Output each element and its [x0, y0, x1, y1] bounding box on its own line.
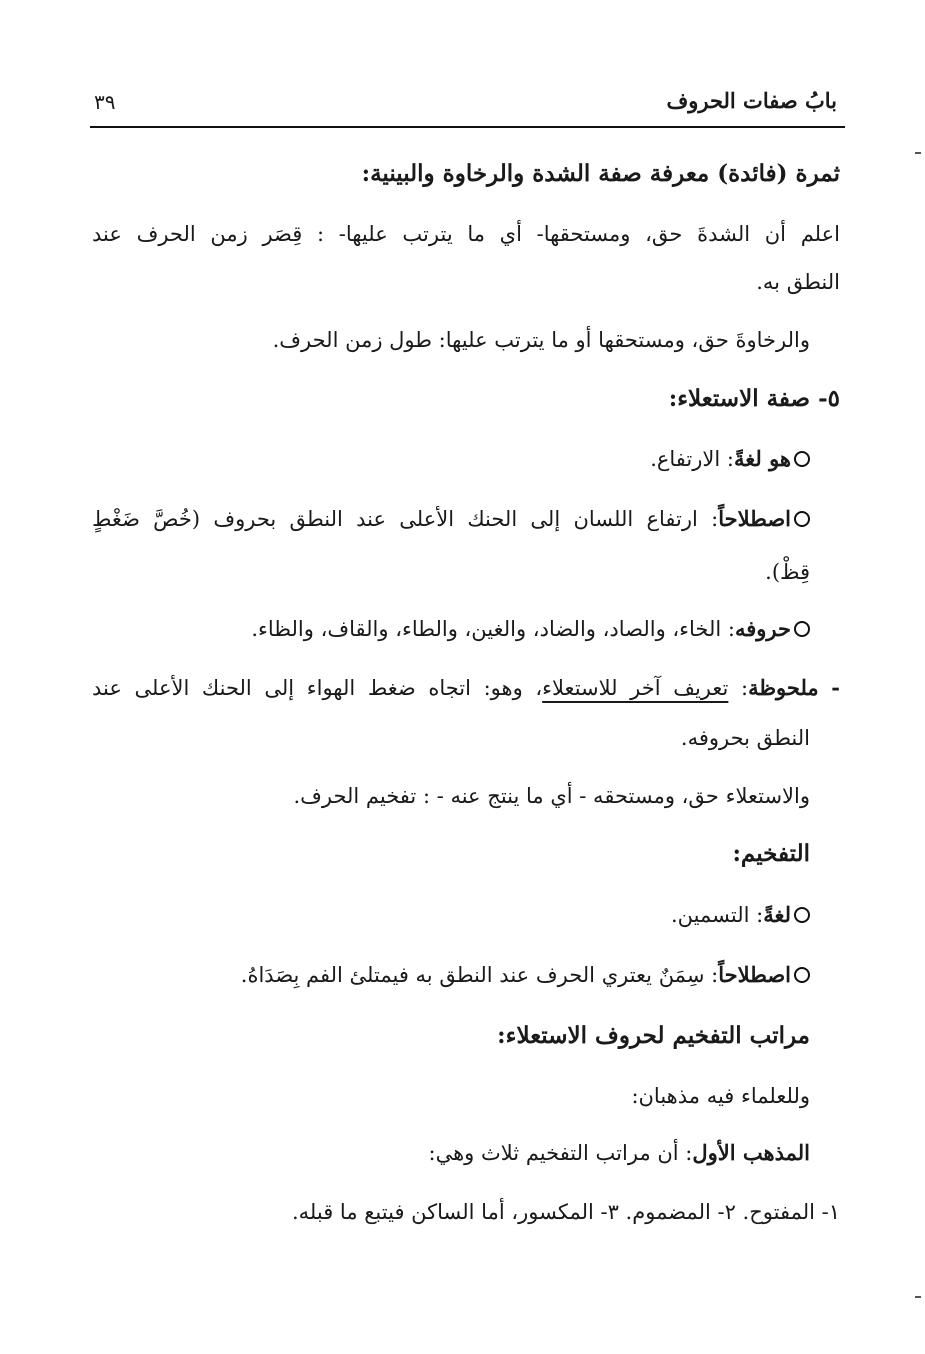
- heading-tafkhim: التفخيم:: [732, 840, 810, 867]
- note-label: ملحوظة: [748, 675, 819, 700]
- note-colon: :: [728, 676, 749, 700]
- paragraph-madhhaban: وللعلماء فيه مذهبان:: [631, 1084, 810, 1108]
- heading-benefit: ثمرة (فائدة) معرفة صفة الشدة والرخاوة والبينية:: [361, 160, 840, 187]
- maratib-list: ١- المفتوح. ٢- المضموم. ٣- المكسور، أما الساكن فيتبع ما قبله.: [292, 1200, 840, 1224]
- letters-text: : الخاء، والصاد، والضاد، والغين، والطاء، والقاف، والظاء.: [251, 617, 735, 641]
- letters-istila: [251, 616, 810, 642]
- tafkhim-lugha: [671, 902, 810, 928]
- heading-maratib: مراتب التفخيم لحروف الاستعلاء:: [497, 1022, 810, 1049]
- madhhab-label: المذهب الأول: [692, 1140, 810, 1165]
- circle-bullet-icon: [794, 621, 810, 637]
- circle-bullet-icon: [794, 451, 810, 467]
- paragraph-shidda-line1: اعلم أن الشدةَ حق، ومستحقها- أي ما يترتب عليها- : قِصَر زمن الحرف عند: [92, 222, 840, 246]
- note-dash: -: [831, 675, 840, 700]
- definition-istilah-line1: [92, 506, 810, 532]
- circle-bullet-icon: [794, 907, 810, 923]
- definition-istilah-line2: قِظْ).: [765, 560, 810, 584]
- tafkhim-istilah: [241, 962, 810, 988]
- paragraph-shidda-line2: النطق به.: [756, 270, 840, 294]
- circle-bullet-icon: [794, 511, 810, 527]
- note-line2: النطق بحروفه.: [680, 726, 810, 750]
- madhhab-text: : أن مراتب التفخيم ثلاث وهي:: [428, 1141, 693, 1165]
- note-line1: [92, 675, 840, 701]
- definition-label: اصطلاحاً: [718, 506, 791, 531]
- definition-text: : التسمين.: [671, 903, 764, 927]
- scan-edge-mark: [915, 1296, 921, 1298]
- running-header: [90, 82, 845, 128]
- circle-bullet-icon: [794, 967, 810, 983]
- definition-label: اصطلاحاً: [718, 962, 791, 987]
- definition-lugha: [650, 446, 810, 472]
- heading-istila: ٥- صفة الاستعلاء:: [668, 385, 840, 412]
- definition-label: هو لغةً: [733, 446, 791, 471]
- paragraph-rakhawa: والرخاوةَ حق، ومستحقها أو ما يترتب عليها: طول زمن الحرف.: [272, 328, 810, 352]
- madhhab-first: [429, 1140, 810, 1166]
- chapter-title: بابُ صفات الحروف: [666, 88, 837, 113]
- letters-label: حروفه: [734, 616, 791, 641]
- definition-text: : ارتفاع اللسان إلى الحنك الأعلى عند النطق بحروف (خُصَّ ضَغْطٍ: [92, 507, 719, 531]
- note-underlined-text: تعريف آخر للاستعلاء: [542, 676, 729, 700]
- note-text: ، وهو: اتجاه ضغط الهواء إلى الحنك الأعلى عند: [92, 676, 543, 700]
- definition-text: : سِمَنٌ يعتري الحرف عند النطق به فيمتلئ الفم بِصَدَاهُ.: [240, 963, 719, 987]
- scan-edge-mark: [915, 152, 921, 154]
- definition-text: : الارتفاع.: [650, 447, 734, 471]
- paragraph-istila-mustahaq: والاستعلاء حق، ومستحقه - أي ما ينتج عنه - : تفخيم الحرف.: [293, 784, 810, 808]
- page-number: ٣٩: [94, 90, 116, 114]
- definition-label: لغةً: [763, 902, 791, 927]
